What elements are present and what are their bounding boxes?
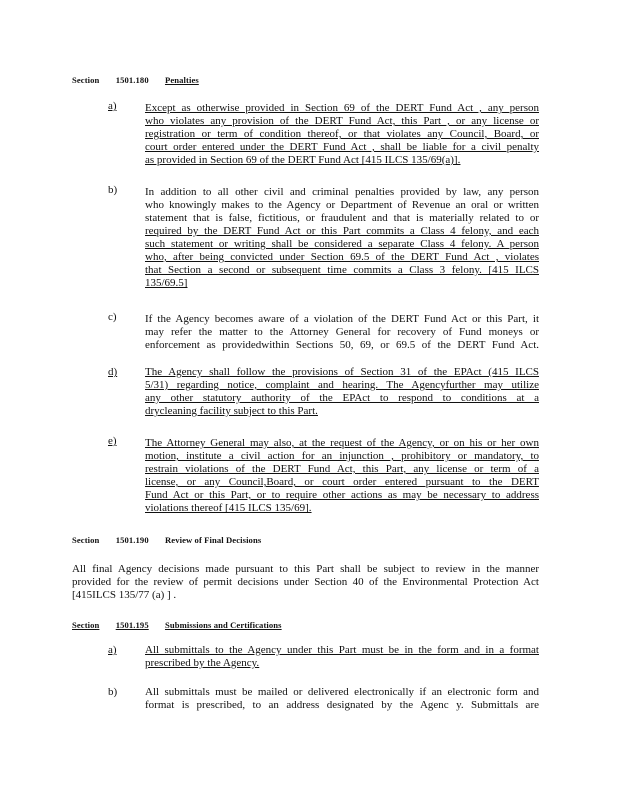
text-line: court order entered under the DERT Fund Act , shall be liable for a civil penalty: [145, 141, 539, 153]
text-line: registration or term of condition thereof, or that violates any Council, Board, or: [145, 128, 539, 140]
text-line: may refer the matter to the Attorney General for recovery of Fund moneys or: [145, 326, 539, 338]
section-heading-penalties: [72, 75, 213, 85]
text-line: 5/31) regarding notice, complaint and hearing. The Agencyfurther may utilize: [145, 379, 539, 391]
section-title: Submissions and Certifications: [164, 620, 282, 630]
text-line: prescribed by the Agency.: [145, 657, 260, 669]
paragraph-review: [72, 563, 539, 602]
paragraph-penalties-e: [145, 437, 539, 515]
section-number: 1501.180: [115, 75, 149, 85]
paragraph-penalties-a: [145, 102, 539, 167]
paragraph-penalties-d: [145, 366, 539, 418]
text-line: All submittals must be mailed or delivered electronically if an electronic form and: [145, 686, 539, 698]
text-line: who, after being convicted under Section 69.5 of the DERT Fund Act , violates: [145, 251, 539, 263]
text-line: violations thereof [415 ILCS 135/69].: [145, 502, 312, 514]
text-line: format is prescribed, to an address designated by the Agenc y. Submittals are: [145, 699, 539, 711]
paragraph-submissions-b: [145, 686, 539, 712]
text-line: such statement or writing shall be considered a separate Class 4 felony. A person: [145, 238, 539, 250]
item-label-b: b): [108, 184, 118, 196]
section-word: Section: [72, 620, 100, 630]
section-number: 1501.195: [115, 620, 149, 630]
item-label-submissions-b: b): [108, 686, 118, 698]
item-label-submissions-a: a): [108, 644, 117, 656]
text-line: In addition to all other civil and criminal penalties provided by law, any person: [145, 186, 539, 198]
paragraph-submissions-a: [145, 644, 539, 670]
section-heading-submissions: [72, 620, 296, 630]
text-line: [415ILCS 135/77 (a) ] .: [72, 589, 177, 601]
text-line: All submittals to the Agency under this Part must be in the form and in a format: [145, 644, 539, 656]
section-title: Review of Final Decisions: [164, 535, 262, 545]
text-line: The Attorney General may also, at the request of the Agency, or on his or her own: [145, 437, 539, 449]
section-heading-review: [72, 535, 275, 545]
text-line: enforcement as providedwithin Sections 50, 69, or 69.5 of the DERT Fund Act.: [145, 339, 539, 351]
section-word: Section: [72, 535, 100, 545]
text-line: provided for the review of permit decisions under Section 40 of the Environmental Protection Act: [72, 576, 539, 588]
text-line: as provided in Section 69 of the DERT Fund Act [415 ILCS 135/69(a)].: [145, 154, 461, 166]
text-line: motion, institute a civil action for an injunction , prohibitory or mandatory, to: [145, 450, 539, 462]
paragraph-penalties-b: [145, 186, 539, 290]
text-line: 135/69.5]: [145, 277, 188, 289]
text-line: All final Agency decisions made pursuant to this Part shall be subject to review in the manner: [72, 563, 539, 575]
text-line: Except as otherwise provided in Section 69 of the DERT Fund Act , any person: [145, 102, 539, 114]
text-line: any other statutory authority of the EPAct to respond to conditions at a: [145, 392, 539, 404]
paragraph-penalties-c: [145, 313, 539, 352]
item-label-a: a): [108, 100, 117, 112]
section-number: 1501.190: [115, 535, 149, 545]
text-line: Fund Act or this Part, or to require other actions as may be necessary to address: [145, 489, 539, 501]
item-label-e: e): [108, 435, 117, 447]
text-line: restrain violations of the DERT Fund Act, this Part, any license or term of a: [145, 463, 539, 475]
text-line: required by the DERT Fund Act or this Part commits a Class 4 felony, and each: [145, 225, 539, 237]
item-label-d: d): [108, 366, 118, 378]
text-line: who violates any provision of the DERT Fund Act, this Part , or any license or: [145, 115, 539, 127]
section-title: Penalties: [164, 75, 199, 85]
item-label-c: c): [108, 311, 117, 323]
section-word: Section: [72, 75, 100, 85]
text-line: license, or any Council,Board, or court order entered pursuant to the DERT: [145, 476, 539, 488]
text-line: drycleaning facility subject to this Part.: [145, 405, 318, 417]
text-line: statement that is false, fictitious, or fraudulent and that is materially related to or: [145, 212, 539, 224]
text-line: If the Agency becomes aware of a violation of the DERT Fund Act or this Part, it: [145, 313, 539, 325]
text-line: The Agency shall follow the provisions of Section 31 of the EPAct (415 ILCS: [145, 366, 539, 378]
text-line: who knowingly makes to the Agency or Department of Revenue an oral or written: [145, 199, 539, 211]
text-line: that Section a second or subsequent time commits a Class 3 felony. [415 ILCS: [145, 264, 539, 276]
